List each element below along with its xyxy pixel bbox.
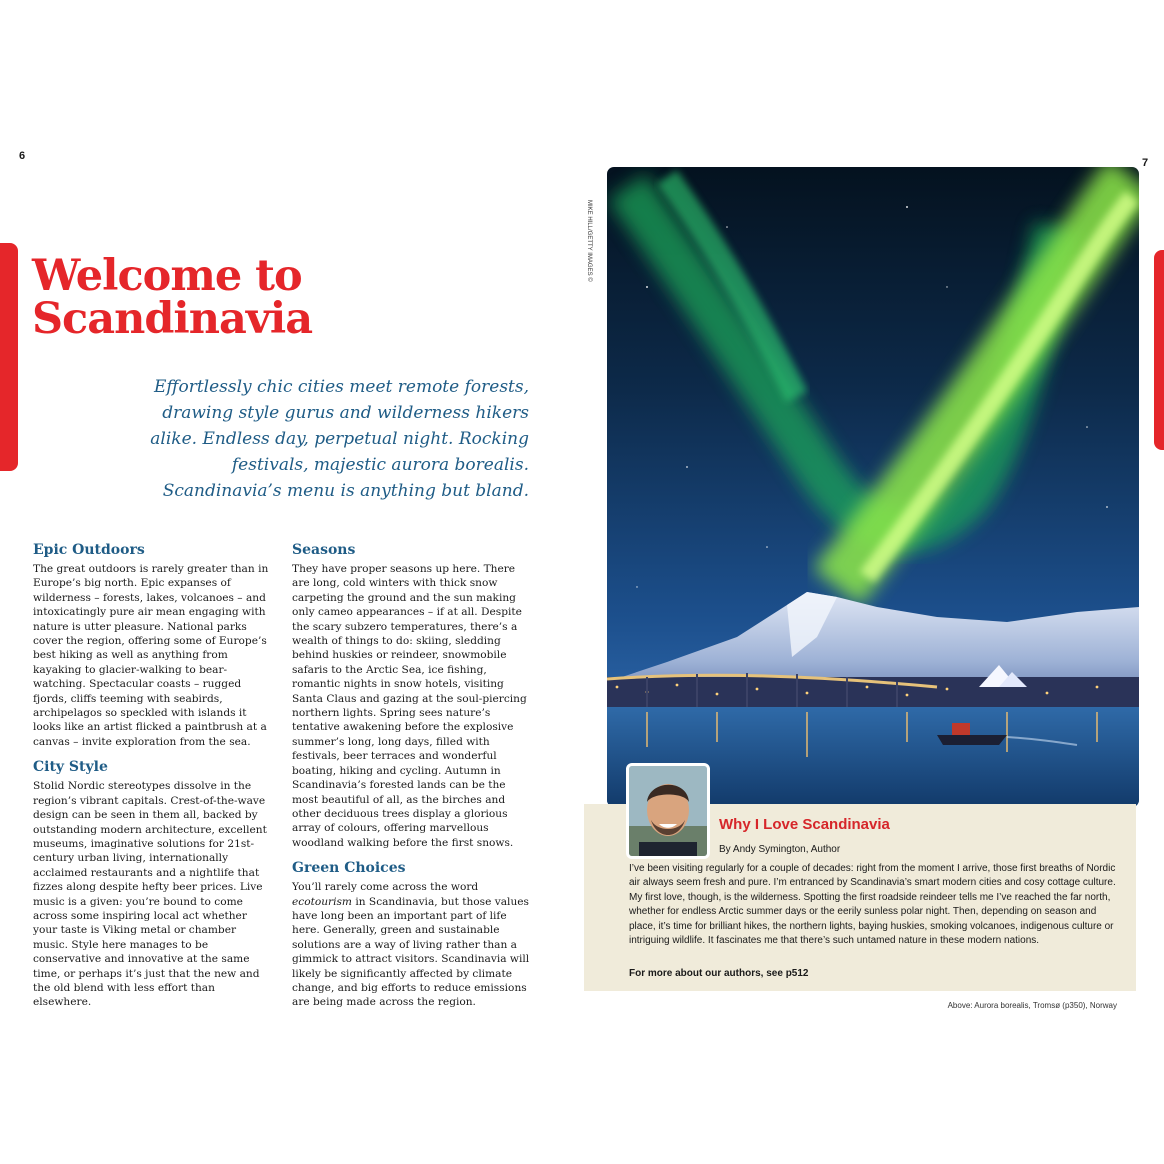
heading-green-choices: Green Choices [292, 860, 406, 877]
body-green-choices [292, 880, 530, 1010]
body-seasons: They have proper seasons up here. There are long, cold winters with thick snow carpeting the ground and the sun making only cameo appearances – if at all. Despite the scary subzero temperatures, there’s a wealth of things to do: skiing, sledding behind huskies or reindeer, snowmobile safaris to the Arctic Sea, ice fishing, romantic nights in snow hotels, visiting Santa Claus and gazing at the soul-piercing northern lights. Spring sees nature’s tentative awakening before the explosive summer’s long, long days, filled with festivals, beer terraces and wonderful boating, hiking and cycling. Autumn in Scandinavia’s forested lands can be the most beautiful of all, as the birches and other deciduous trees display a glorious array of colours, offering marvellous woodland walking before the first snows. [292, 563, 527, 849]
chapter-tab-right [1154, 250, 1164, 450]
aurora-photo [607, 167, 1139, 807]
text-column-right [292, 541, 530, 1019]
body-green-choices-emphasis: ecotourism [292, 895, 352, 908]
page-number-left: 6 [19, 150, 26, 162]
why-i-love-text: I’ve been visiting regularly for a couple of decades: right from the moment I arrive, those first breaths of Nordic air always seem fresh and pure. I’m entranced by Scandinavia’s smart modern cities and cosy cottage culture. My first love, though, is the wilderness. Spotting the first roadside reindeer tells me I’ve reached the far north, whether for endless Arctic summer days or the eerily sunless polar night. Then, depending on season and place, it’s time for brilliant hikes, the northern lights, baying huskies, smoking volcanoes, indigenous culture or intriguing wildlife. It fascinates me that there’s such untamed nature in these modern nations. [629, 863, 1116, 947]
heading-city-style: City Style [33, 759, 108, 776]
body-city-style: Stolid Nordic stereotypes dissolve in the region’s vibrant capitals. Crest-of-the-wave design can be seen in them all, backed by outstanding modern architecture, excellent museums, imaginative solutions for 21st-century urban living, internationally acclaimed restaurants and a nightlife that fizzes along despite hefty beer prices. Live music is a given: you’re bound to come across some inspiring local act whether your taste is Viking metal or chamber music. Style here manages to be conservative and innovative at the same time, or perhaps it’s just that the new and the old blend with less effort than elsewhere. [33, 780, 267, 1009]
author-byline: By Andy Symington, Author [719, 844, 841, 855]
why-i-love-title: Why I Love Scandinavia [719, 816, 890, 833]
intro-text: Effortlessly chic cities meet remote forests, drawing style gurus and wilderness hikers alike. Endless day, perpetual night. Rocking festivals, majestic aurora borealis. Scandinavia’s menu is anything but bland. [150, 377, 529, 501]
author-photo [629, 766, 707, 856]
page-number-right: 7 [1142, 157, 1149, 169]
page-title [32, 251, 313, 344]
body-epic-outdoors: The great outdoors is rarely greater than in Europe’s big north. Epic expanses of wilderness – forests, lakes, volcanoes – and intoxicatingly pure air mean engaging with nature is utter pleasure. National parks cover the region, offering some of Europe’s best hiking as well as anything from kayaking to glacier-walking to bear-watching. Spectacular coasts – rugged fjords, cliffs teeming with seabirds, archipelagos so speckled with islands it looks like an artist flicked a paintbrush at a canvas – invite exploration from the sea. [33, 563, 269, 748]
author-avatar [626, 763, 710, 859]
page-title-line-1: Welcome to [32, 251, 302, 301]
page-title-line-2: Scandinavia [32, 294, 313, 344]
body-green-choices-part-1: You’ll rarely come across the word [292, 881, 479, 894]
heading-epic-outdoors: Epic Outdoors [33, 542, 145, 558]
body-green-choices-part-2: in Scandinavia, but those values have long been an important part of life here. Generally, green and sustainable solutions are a way of living rather than a gimmick to attract visitors. Scandinavia will likely be significantly affected by climate change, and big efforts to reduce emissions are being made across the region. [292, 895, 530, 1009]
photo-credit: MIKE HILL/GETTY IMAGES © [586, 200, 592, 282]
text-column-left [33, 541, 271, 1019]
photo-caption: Above: Aurora borealis, Tromsø (p350), Norway [947, 1001, 1117, 1010]
heading-seasons: Seasons [292, 542, 356, 558]
aurora-photo-illustration [607, 167, 1139, 807]
authors-reference: For more about our authors, see p512 [629, 968, 809, 979]
chapter-tab-left [0, 243, 18, 471]
